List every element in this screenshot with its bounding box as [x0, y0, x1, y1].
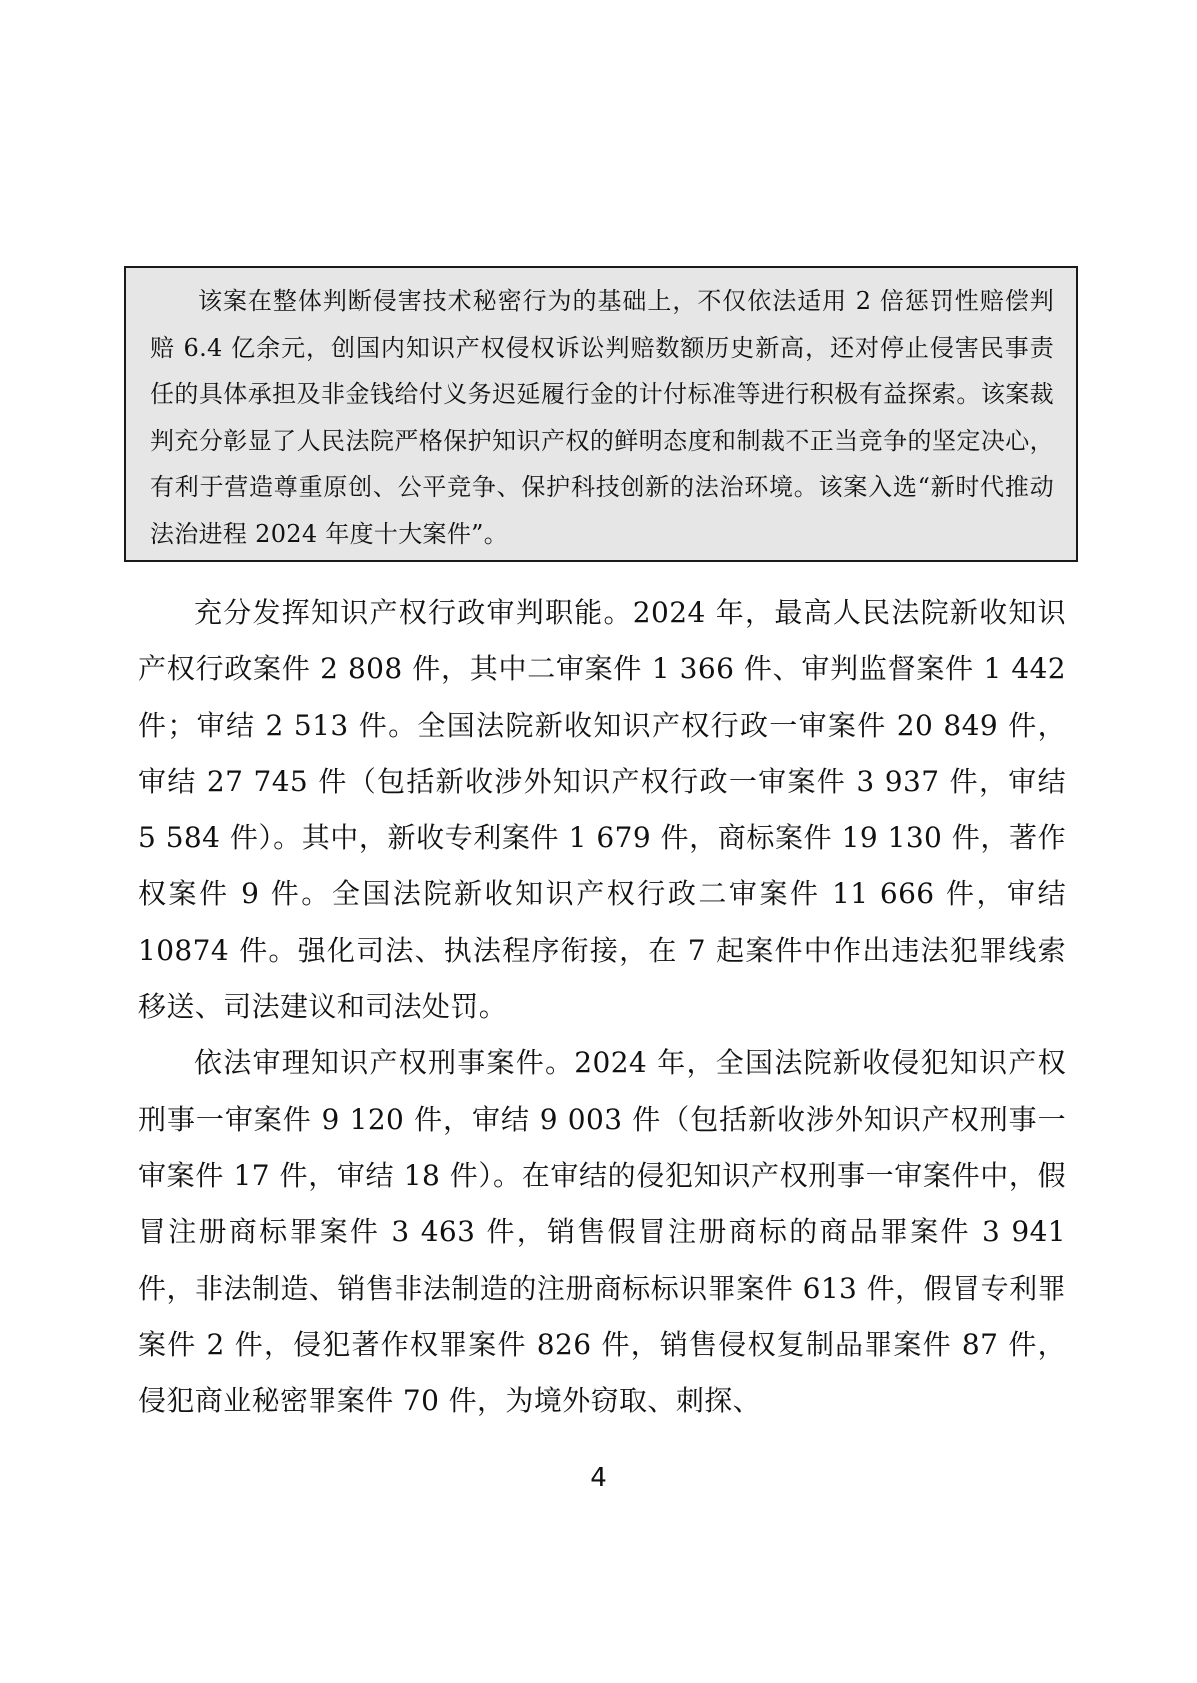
- paragraph-criminal-trials: 依法审理知识产权刑事案件。2024 年，全国法院新收侵犯知识产权刑事一审案件 9 120 件，审结 9 003 件（包括新收涉外知识产权刑事一审案件 17 件，审结 18 件）。在审结的侵犯知识产权刑事一审案件中，假冒注册商标罪案件 3 463 件，销售假冒注册商标的商品罪案件 3 941 件，非法制造、销售非法制造的注册商标标识罪案件 613 件，假冒专利罪案件 2 件，侵犯著作权罪案件 826 件，销售侵权复制品罪案件 87 件，侵犯商业秘密罪案件 70 件，为境外窃取、刺探、: [138, 1046, 1066, 1418]
- page-number: 4: [590, 1463, 607, 1493]
- case-summary-box: [124, 266, 1078, 562]
- body-text: [138, 585, 1066, 1429]
- paragraph-administrative-trials: 充分发挥知识产权行政审判职能。2024 年，最高人民法院新收知识产权行政案件 2 808 件，其中二审案件 1 366 件、审判监督案件 1 442 件；审结 2 513 件。全国法院新收知识产权行政一审案件 20 849 件，审结 27 745 件（包括新收涉外知识产权行政一审案件 3 937 件，审结 5 584 件）。其中，新收专利案件 1 679 件，商标案件 19 130 件，著作权案件 9 件。全国法院新收知识产权行政二审案件 11 666 件，审结 10874 件。强化司法、执法程序衔接，在 7 起案件中作出违法犯罪线索移送、司法建议和司法处罚。: [138, 596, 1066, 1024]
- case-summary-text: 该案在整体判断侵害技术秘密行为的基础上，不仅依法适用 2 倍惩罚性赔偿判赔 6.4 亿余元，创国内知识产权侵权诉讼判赔数额历史新高，还对停止侵害民事责任的具体承担及非金钱给付义务迟延履行金的计付标准等进行积极有益探索。该案裁判充分彰显了人民法院严格保护知识产权的鲜明态度和制裁不正当竞争的坚定决心，有利于营造尊重原创、公平竞争、保护科技创新的法治环境。该案入选“新时代推动法治进程 2024 年度十大案件”。: [150, 287, 1054, 548]
